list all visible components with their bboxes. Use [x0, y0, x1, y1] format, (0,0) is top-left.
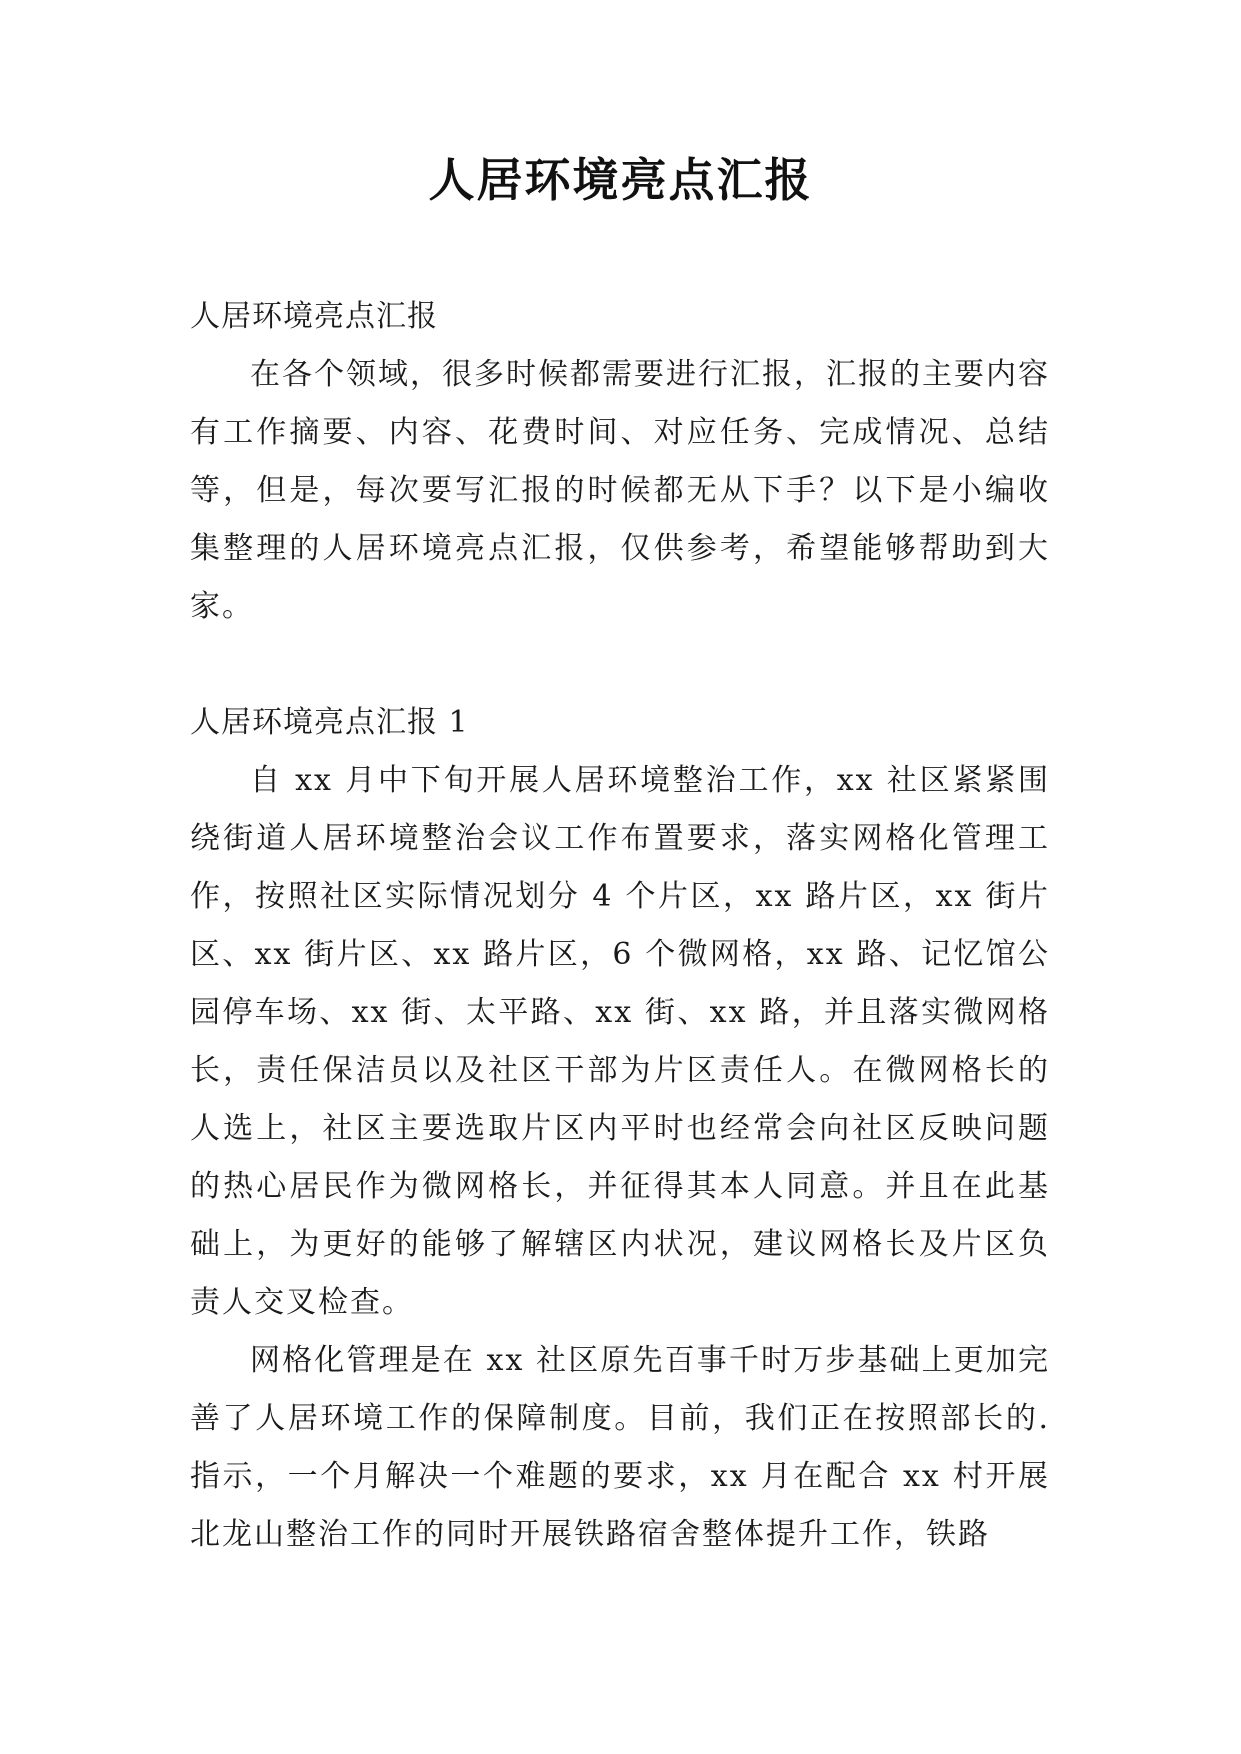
document-body	[190, 288, 1050, 1564]
intro-paragraph: 在各个领域，很多时候都需要进行汇报，汇报的主要内容有工作摘要、内容、花费时间、对应任务、完成情况、总结等，但是，每次要写汇报的时候都无从下手？以下是小编收集整理的人居环境亮点汇报，仅供参考，希望能够帮助到大家。	[190, 357, 1050, 624]
page-title: 人居环境亮点汇报	[428, 153, 813, 207]
section-spacer	[190, 636, 1050, 694]
body-paragraph: 网格化管理是在 xx 社区原先百事千时万步基础上更加完善了人居环境工作的保障制度。目前，我们正在按照部长的.指示，一个月解决一个难题的要求，xx 月在配合 xx 村开展北龙山整治工作的同时开展铁路宿舍整体提升工作，铁路	[190, 1343, 1050, 1552]
body-paragraph: 自 xx 月中下旬开展人居环境整治工作，xx 社区紧紧围绕街道人居环境整治会议工作布置要求，落实网格化管理工作，按照社区实际情况划分 4 个片区，xx 路片区，xx 街片区、xx 街片区、xx 路片区，6 个微网格，xx 路、记忆馆公园停车场、xx 街、太平路、xx 街、xx 路，并且落实微网格长，责任保洁员以及社区干部为片区责任人。在微网格长的人选上，社区主要选取片区内平时也经常会向社区反映问题的热心居民作为微网格长，并征得其本人同意。并且在此基础上，为更好的能够了解辖区内状况，建议网格长及片区负责人交叉检查。	[190, 763, 1050, 1320]
section-heading: 人居环境亮点汇报 1	[190, 705, 469, 740]
intro-heading: 人居环境亮点汇报	[190, 299, 438, 334]
